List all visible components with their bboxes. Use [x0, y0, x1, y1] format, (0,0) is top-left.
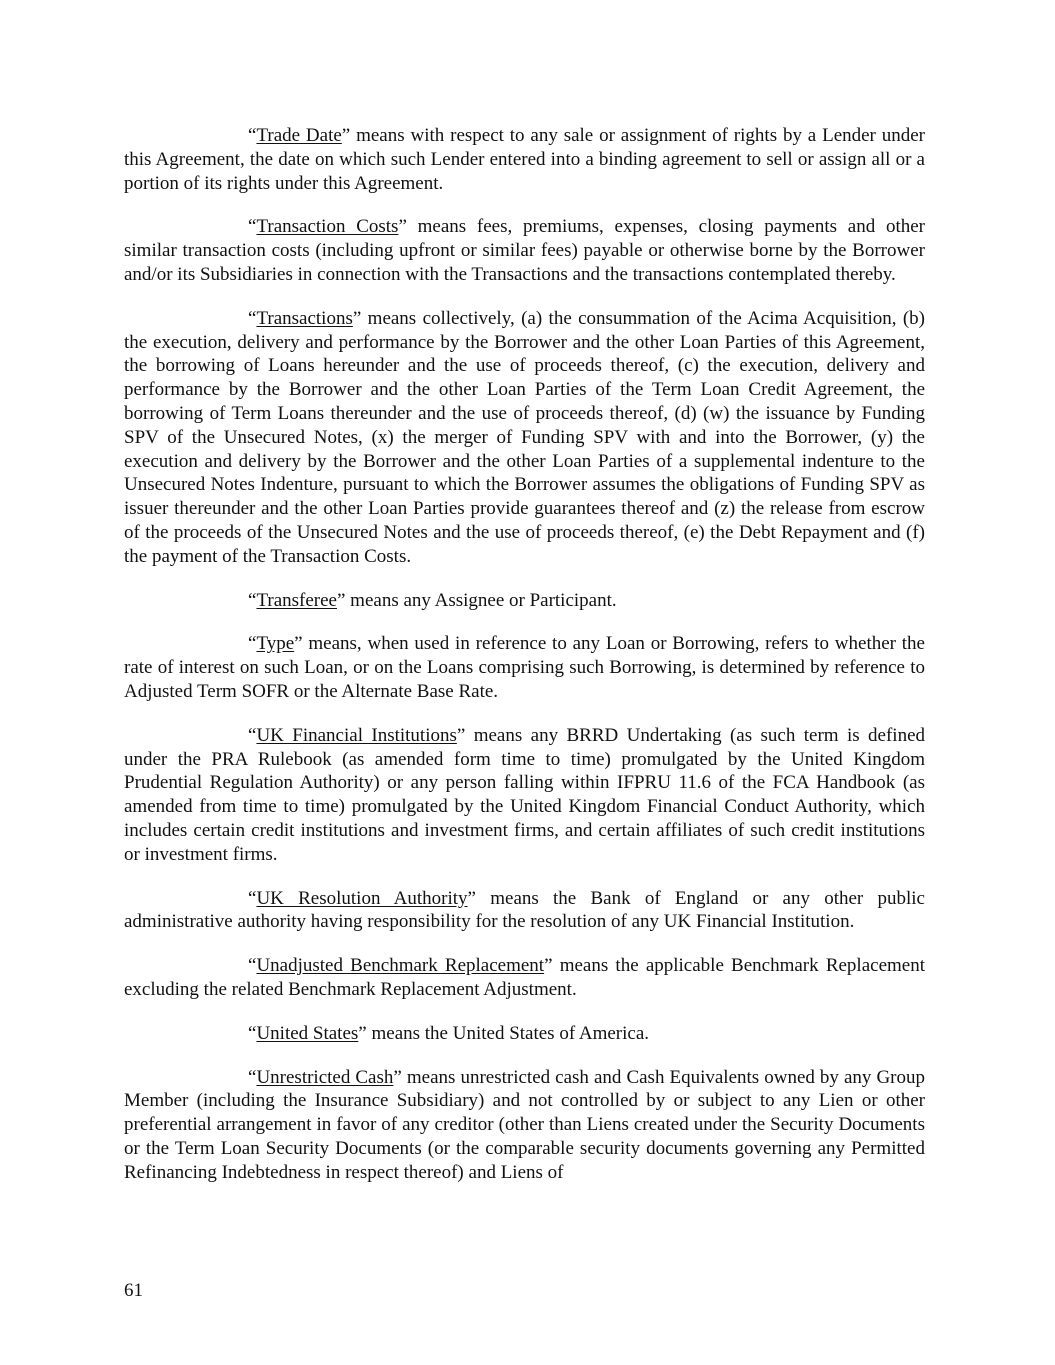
definition-type: “Type” means, when used in reference to any Loan or Borrowing, refers to whether the rate of interest on such Loan, or on the Loans comprising such Borrowing, is determined by reference to Adjusted Term SOFR or the Alternate Base Rate. [124, 633, 925, 702]
defined-term: Trade Date [256, 125, 342, 146]
definition-uk-resolution-authority: “UK Resolution Authority” means the Bank of England or any other public administrative authority having responsibility for the resolution of any UK Financial Institution. [124, 887, 925, 933]
defined-term: UK Financial Institutions [256, 724, 457, 746]
definition-unadjusted-benchmark-replacement: “Unadjusted Benchmark Replacement” means the applicable Benchmark Replacement excluding the related Benchmark Replacement Adjustment. [124, 955, 925, 1000]
definition-transaction-costs: “Transaction Costs” means fees, premiums, expenses, closing payments and other similar transaction costs (including upfront or similar fees) payable or otherwise borne by the Borrower and/or its Subsidiaries in connection with the Transactions and the transactions contemplated thereby. [124, 216, 926, 285]
definition-transactions: “Transactions” means collectively, (a) the consummation of the Acima Acquisition, (b) the execution, delivery and performance by the Borrower and the other Loan Parties of this Agreement, the borrowing of Loans hereunder and the use of proceeds thereof, (c) the execution, delivery and performance by the Borrower and the other Loan Parties of the Term Loan Credit Agreement, the borrowing of Term Loans thereunder and the use of proceeds thereof, (d) (w) the issuance by Funding SPV of the Unsecured Notes, (x) the merger of Funding SPV with and into the Borrower, (y) the execution and delivery by the Borrower and the other Loan Parties of a supplemental indenture to the Unsecured Notes Indenture, pursuant to which the Borrower assumes the obligations of Funding SPV as issuer thereunder and the other Loan Parties provide guarantees thereof and (z) the release from escrow of the proceeds of the Unsecured Notes and the use of proceeds thereof, (e) the Debt Repayment and (f) the payment of the Transaction Costs. [124, 307, 925, 567]
definition-text: ” means with respect to any sale or assignment of rights by a Lender under this Agreement, the date on which such Lender entered into a binding agreement to sell or assign all or a portion of its rights under this Agreement. [124, 125, 926, 194]
definition-text: ” means fees, premiums, expenses, closing payments and other similar transaction costs (including upfront or similar fees) payable or otherwise borne by the Borrower and/or its Subsidiaries in connection with the Transactions and the transactions contemplated thereby. [124, 216, 926, 285]
definition-text: ” means unrestricted cash and Cash Equivalents owned by any Group Member (including the Insurance Subsidiary) and not controlled by or subject to any Lien or other preferential arrangement in favor of any creditor (other than Liens created under the Security Documents or the Term Loan Security Documents (or the comparable security documents governing any Permitted Refinancing Indebtedness in respect thereof) and Liens of [124, 1066, 925, 1183]
defined-term: Transactions [256, 307, 353, 329]
definition-text: ” means collectively, (a) the consummation of the Acima Acquisition, (b) the execution, delivery and performance by the Borrower and the other Loan Parties of this Agreement, the borrowing of Loans hereunder and the use of proceeds thereof, (c) the execution, delivery and performance by the Borrower and the other Loan Parties of the Term Loan Credit Agreement, the borrowing of Term Loans thereunder and the use of proceeds thereof, (d) (w) the issuance by Funding SPV of the Unsecured Notes, (x) the merger of Funding SPV with and into the Borrower, (y) the execution and delivery by the Borrower and the other Loan Parties of a supplemental indenture to the Unsecured Notes Indenture, pursuant to which the Borrower assumes the obligations of Funding SPV as issuer thereunder and the other Loan Parties provide guarantees thereof and (z) the release from escrow of the proceeds of the Unsecured Notes and the use of proceeds thereof, (e) the Debt Repayment and (f) the payment of the Transaction Costs. [124, 307, 925, 567]
defined-term: Transaction Costs [256, 216, 399, 238]
definition-text: ” means the Bank of England or any other public administrative authority having responsibility for the resolution of any UK Financial Institution. [124, 887, 925, 933]
definition-trade-date: “Trade Date” means with respect to any sale or assignment of rights by a Lender under this Agreement, the date on which such Lender entered into a binding agreement to sell or assign all or a portion of its rights under this Agreement. [124, 125, 926, 194]
defined-term: UK Resolution Authority [256, 887, 468, 909]
document-page [124, 124, 925, 1204]
defined-term: Unrestricted Cash [256, 1066, 394, 1088]
definition-unrestricted-cash: “Unrestricted Cash” means unrestricted cash and Cash Equivalents owned by any Group Member (including the Insurance Subsidiary) and not controlled by or subject to any Lien or other preferential arrangement in favor of any creditor (other than Liens created under the Security Documents or the Term Loan Security Documents (or the comparable security documents governing any Permitted Refinancing Indebtedness in respect thereof) and Liens of [124, 1066, 925, 1183]
definition-text: ” means, when used in reference to any Loan or Borrowing, refers to whether the rate of interest on such Loan, or on the Loans comprising such Borrowing, is determined by reference to Adjusted Term SOFR or the Alternate Base Rate. [124, 633, 925, 702]
definition-united-states: “United States” means the United States of America. [248, 1022, 650, 1044]
definition-transferee: “Transferee” means any Assignee or Participant. [248, 589, 617, 611]
definition-text: ” means the United States of America. [358, 1022, 650, 1044]
defined-term: Transferee [256, 589, 337, 611]
defined-term: Type [256, 633, 295, 655]
definition-text: ” means any Assignee or Participant. [336, 589, 617, 611]
definition-text: ” means any BRRD Undertaking (as such term is defined under the PRA Rulebook (as amended form time to time) promulgated by the United Kingdom Prudential Regulation Authority) or any person falling within IFPRU 11.6 of the FCA Handbook (as amended from time to time) promulgated by the United Kingdom Financial Conduct Authority, which includes certain credit institutions and investment firms, and certain affiliates of such credit institutions or investment firms. [124, 724, 926, 865]
defined-term: United States [256, 1022, 359, 1044]
page-number: 61 [124, 1280, 143, 1301]
definition-uk-financial-institutions: “UK Financial Institutions” means any BRRD Undertaking (as such term is defined under the PRA Rulebook (as amended form time to time) promulgated by the United Kingdom Prudential Regulation Authority) or any person falling within IFPRU 11.6 of the FCA Handbook (as amended from time to time) promulgated by the United Kingdom Financial Conduct Authority, which includes certain credit institutions and investment firms, and certain affiliates of such credit institutions or investment firms. [124, 724, 926, 865]
definition-text: ” means the applicable Benchmark Replacement excluding the related Benchmark Replacement Adjustment. [124, 955, 925, 1000]
defined-term: Unadjusted Benchmark Replacement [256, 955, 545, 977]
